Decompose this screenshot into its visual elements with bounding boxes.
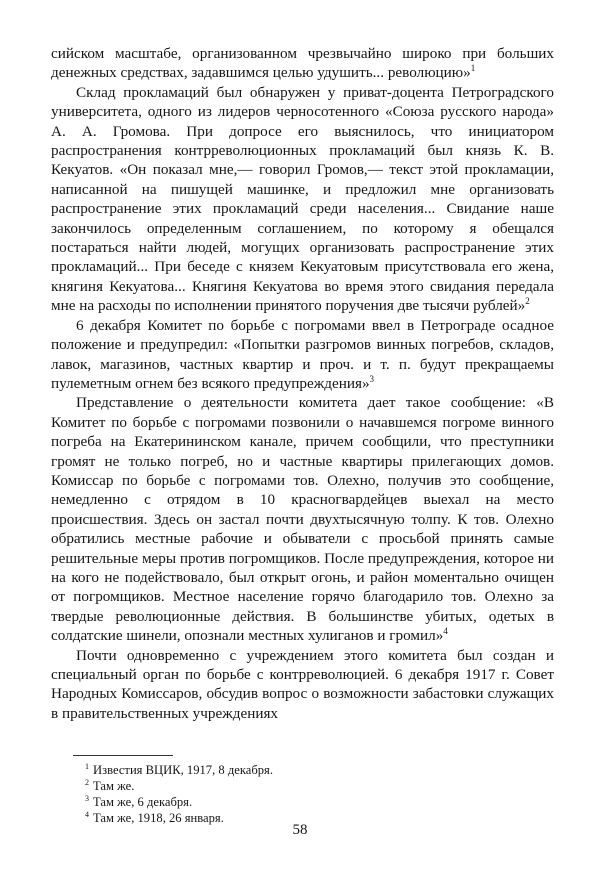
footnote-3 [85, 794, 554, 810]
footnote-3-number: 3 [85, 793, 89, 803]
footnote-4-number: 4 [85, 809, 89, 819]
paragraph-4 [51, 393, 554, 645]
footnote-ref-3: 3 [369, 373, 375, 384]
footnote-2-number: 2 [85, 777, 89, 787]
paragraph-1 [51, 44, 554, 83]
paragraph-2 [51, 83, 554, 316]
footnote-ref-2: 2 [525, 296, 530, 307]
footnote-2 [85, 778, 554, 794]
footnote-2-text: Там же. [93, 779, 135, 793]
page-number: 58 [292, 822, 308, 838]
footnote-1-number: 1 [85, 761, 89, 771]
footnote-4-text: Там же, 1918, 26 января. [93, 811, 224, 825]
paragraph-3 [51, 316, 554, 394]
footnote-1 [85, 762, 554, 778]
page-body [51, 44, 554, 723]
paragraph-4-text: Представление о деятельности комитета дает такое сообщение: «В Комитет по борьбе с погромами позвонили о начавшемся погроме винного погреба на Екатерининском канале, причем сообщили, что преступники громят не только погреб, но и частные квартиры прилегающих домов. Комиссар по борьбе с погромами тов. Олехно, получив это сообщение, немедленно с отрядом в 10 красногвардейцев выехал на место происшествия. Здесь он застал почти двухтысячную толпу. К тов. Олехно обратились местные рабочие и обыватели с просьбой принять самые решительные меры против погромщиков. После предупреждения, которое ни на кого не подействовало, был открыт огонь, и район моментально очищен от погромщиков. Местное население горячо благодарило тов. Олехно за твердые революционные действия. В большинстве убитых, одетых в солдатские шинели, опознали местных хулиганов и громил» [51, 394, 554, 645]
footnote-1-text: Известия ВЦИК, 1917, 8 декабря. [93, 763, 273, 777]
paragraph-2-text: Склад прокламаций был обнаружен у приват-доцента Петроградского университета, одного из лидеров черносотенного «Союза русского народа» А. А. Громова. При допросе его выяснилось, что инициатором распространения контрреволюционных прокламаций был князь К. В. Кекуатов. «Он показал мне,— говорил Громов,— текст этой прокламации, написанной на пишущей машинке, и предложил мне организовать распространение этих прокламаций среди населения... Свидание наше закончилось определенным соглашением, по которому я обещался постараться найти людей, могущих организовать распространение этих прокламаций... При беседе с князем Кекуатовым присутствовала его жена, княгиня Кекуатова... Княгиня Кекуатова во время этого свидания передала мне на расходы по исполнении принятого поручения две тысячи рублей» [51, 83, 554, 315]
paragraph-5-text: Почти одновременно с учреждением этого комитета был создан и специальный орган по борьбе с контрреволюцией. 6 декабря 1917 г. Совет Народных Комиссаров, обсудив вопрос о возможности забастовки служащих в правительственных учреждениях [51, 646, 554, 722]
footnote-divider [73, 755, 173, 756]
paragraph-1-text: сийском масштабе, организованном чрезвычайно широко при больших денежных средствах, задавшимся целью удушить... революцию» [51, 45, 554, 82]
footnotes-section [51, 755, 554, 826]
footnote-3-text: Там же, 6 декабря. [93, 795, 193, 809]
paragraph-5 [51, 646, 554, 724]
paragraph-3-text: 6 декабря Комитет по борьбе с погромами ввел в Петрограде осадное положение и предупредил: «Попытки разгромов винных погребов, складов, лавок, магазинов, частных квартир и проч. и т. п. будут прекращаемы пулеметным огнем без всякого предупреждения» [51, 316, 554, 392]
footnote-ref-4: 4 [443, 626, 448, 637]
footnote-ref-1: 1 [470, 63, 476, 74]
